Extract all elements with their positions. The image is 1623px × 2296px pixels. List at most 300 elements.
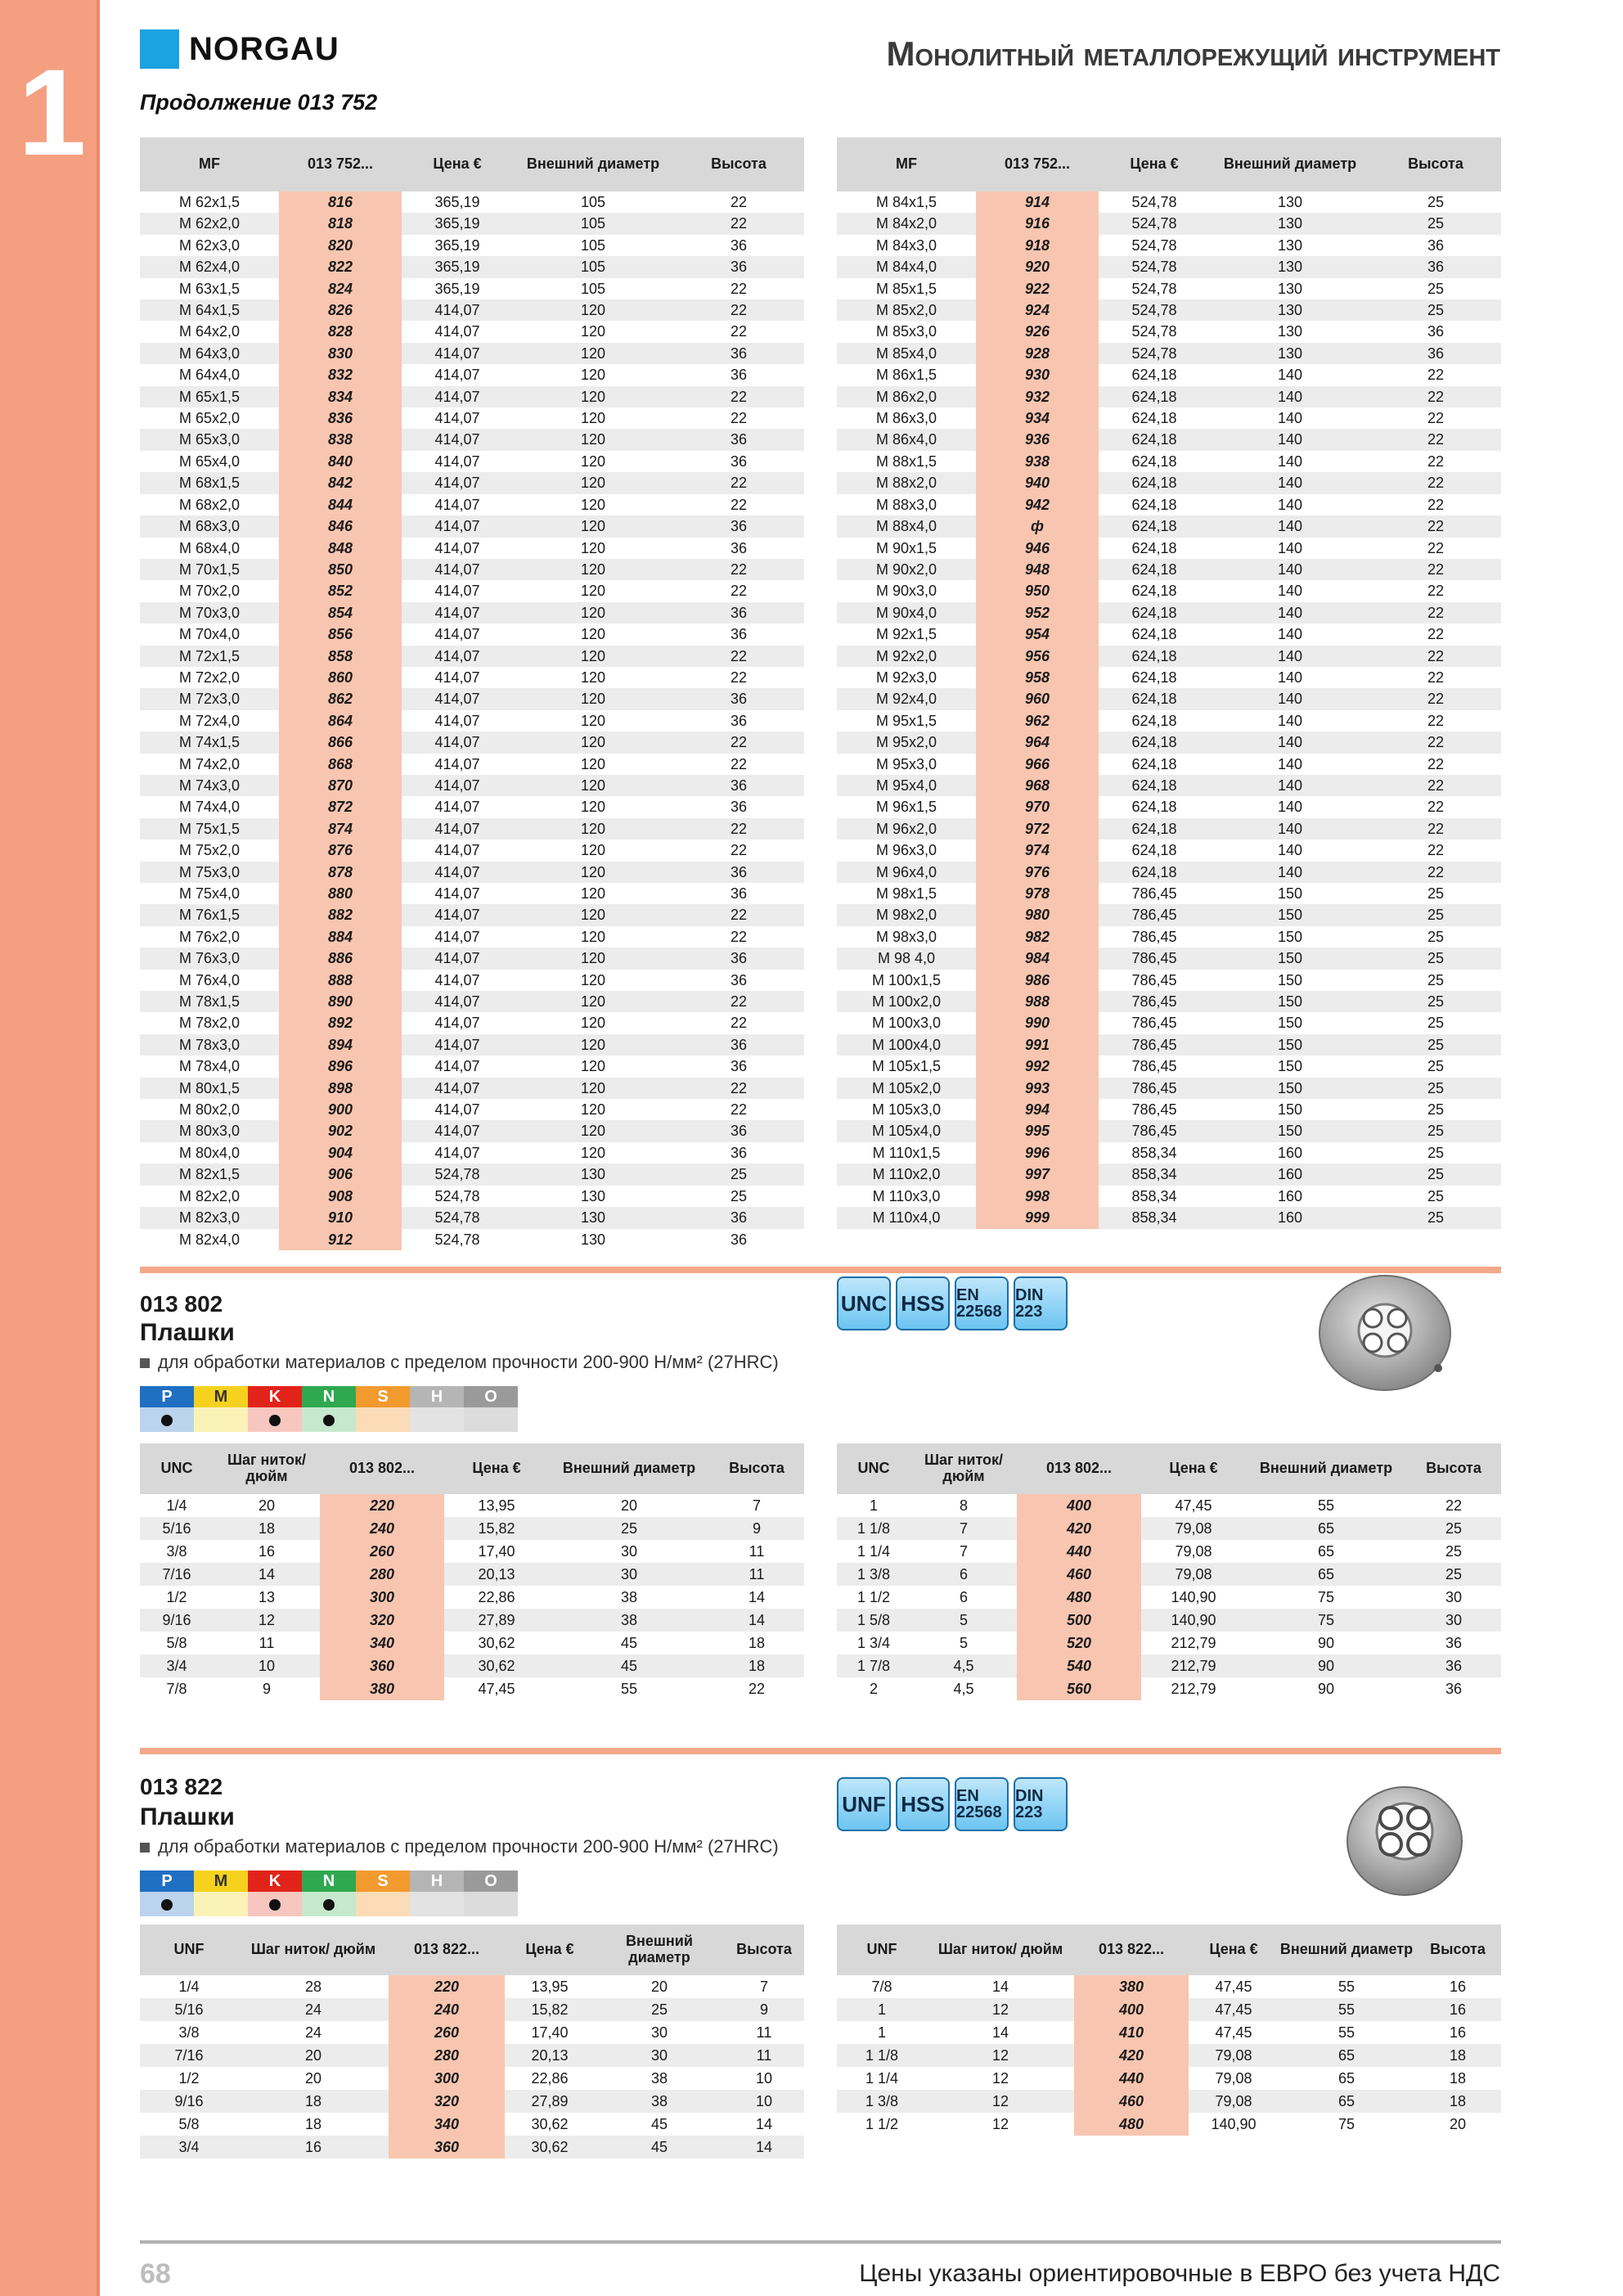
- table-cell: 36: [673, 1034, 804, 1056]
- table-cell: 130: [1210, 256, 1370, 277]
- table-cell: 47,45: [478, 1681, 515, 1697]
- material-p: P: [140, 1386, 194, 1407]
- table-cell: 13,95: [531, 1979, 569, 1995]
- article-code-cell: 858: [279, 646, 402, 667]
- table-cell: 25: [1445, 1543, 1463, 1560]
- table-cell: 140: [1277, 626, 1303, 643]
- material-h: H: [410, 1386, 464, 1407]
- table-cell: 140: [1277, 539, 1303, 556]
- table-cell: 15,82: [505, 1998, 595, 2021]
- article-code-cell: 914: [976, 191, 1099, 213]
- table-cell: 13,95: [478, 1497, 515, 1514]
- article-code-cell: 360: [389, 2136, 505, 2159]
- table-row: [837, 883, 1501, 904]
- table-cell: 414,07: [434, 1144, 480, 1161]
- table-cell: 90: [1317, 1635, 1335, 1651]
- table-cell: M 100x2,0: [837, 991, 976, 1012]
- table-cell: 22: [1370, 646, 1501, 667]
- table-cell: 30: [1445, 1589, 1463, 1605]
- table-cell: 130: [513, 1164, 673, 1185]
- article-code-cell: 918: [976, 235, 1099, 256]
- article-code-cell: ф: [976, 515, 1099, 537]
- table-cell: 1 1/2: [865, 2116, 899, 2132]
- table-cell: 120: [580, 712, 606, 729]
- article-code-cell: 830: [279, 343, 402, 364]
- article-code-cell: 930: [976, 364, 1099, 385]
- table-cell: 25: [1370, 1207, 1501, 1228]
- table-cell: 20: [620, 1497, 638, 1514]
- article-code-cell: 932: [976, 386, 1099, 407]
- table-row: [140, 1186, 804, 1207]
- table-cell: 624,18: [1099, 559, 1210, 580]
- table-cell: 47,45: [1215, 2024, 1252, 2041]
- article-code-cell: 886: [279, 948, 402, 969]
- table-cell: 120: [580, 496, 606, 513]
- article-code-cell: 848: [279, 538, 402, 559]
- table-cell: M 64x4,0: [178, 367, 241, 384]
- table-cell: 140: [1277, 712, 1303, 729]
- table-cell: 22: [1427, 712, 1445, 729]
- table-cell: 120: [580, 367, 606, 384]
- table-cell: M 84x3,0: [875, 236, 937, 254]
- table-cell: 36: [673, 429, 804, 450]
- article-code-cell: 946: [976, 538, 1099, 559]
- table-cell: 150: [1277, 885, 1303, 902]
- table-cell: 90: [1246, 1654, 1406, 1677]
- col-header-outer-diameter: Внешний диаметр: [549, 1443, 709, 1494]
- material-mark-m: [194, 1407, 248, 1432]
- article-code-cell: 906: [279, 1164, 402, 1185]
- table-cell: 212,79: [1171, 1635, 1216, 1651]
- table-cell: 150: [1277, 1015, 1303, 1032]
- table-cell: 12: [927, 2044, 1074, 2067]
- table-cell: 140: [1277, 410, 1303, 427]
- table-cell: 365,19: [434, 194, 480, 210]
- table-cell: 36: [1427, 323, 1445, 340]
- table-cell: 120: [513, 732, 673, 753]
- table-cell: M 68x2,0: [178, 496, 241, 513]
- table-row: [140, 1609, 804, 1632]
- table-cell: 14: [214, 1563, 320, 1586]
- table-cell: 22: [673, 213, 804, 234]
- table-cell: 105: [513, 213, 673, 234]
- table-cell: 7: [752, 1497, 761, 1514]
- article-code-cell: 360: [320, 1654, 444, 1677]
- table-cell: M 74x4,0: [178, 799, 241, 816]
- table-cell: 7: [759, 1979, 768, 1995]
- table-cell: M 90x3,0: [875, 583, 937, 600]
- table-cell: M 88x1,5: [875, 452, 937, 470]
- table-cell: M 75x2,0: [178, 842, 241, 859]
- article-code-cell: 872: [279, 796, 402, 817]
- table-cell: 20: [650, 1979, 668, 1995]
- table-row: [837, 494, 1501, 515]
- table-cell: M 64x1,5: [140, 299, 279, 321]
- table-cell: 3/8: [166, 1543, 187, 1560]
- table-cell: 130: [580, 1231, 606, 1248]
- table-cell: 414,07: [402, 299, 513, 321]
- col-header-price: Цена €: [402, 137, 513, 191]
- table-row: [140, 1586, 804, 1609]
- table-cell: 140: [1210, 515, 1370, 537]
- table-cell: 140: [1210, 818, 1370, 840]
- table-cell: 624,18: [1131, 496, 1177, 513]
- table-cell: 25: [730, 1187, 748, 1204]
- table-cell: M 64x3,0: [140, 343, 279, 364]
- table-cell: 365,19: [434, 236, 480, 254]
- table-row: [837, 1078, 1501, 1099]
- col-header-outer-diameter: Внешний диаметр: [1246, 1443, 1406, 1494]
- table-cell: 524,78: [402, 1207, 513, 1228]
- table-cell: M 105x2,0: [837, 1078, 976, 1099]
- table-cell: M 110x4,0: [837, 1207, 976, 1228]
- table-cell: 414,07: [434, 626, 480, 643]
- article-code-cell: 220: [389, 1975, 505, 1998]
- table-row: [140, 2136, 804, 2159]
- table-cell: M 85x4,0: [837, 343, 976, 364]
- table-cell: 36: [673, 256, 804, 277]
- table-cell: 140: [1210, 386, 1370, 407]
- table-cell: 55: [1338, 1979, 1355, 1995]
- table-cell: M 74x3,0: [140, 775, 279, 796]
- table-cell: 120: [580, 1058, 606, 1075]
- bullet-icon: [140, 1358, 150, 1368]
- table-cell: 25: [1427, 280, 1445, 297]
- table-cell: 25: [1370, 1164, 1501, 1185]
- table-cell: 5/16: [140, 1517, 214, 1540]
- material-mark-h: [410, 1892, 464, 1916]
- table-cell: 9: [262, 1681, 271, 1697]
- table-cell: M 62x4,0: [140, 256, 279, 277]
- article-code-cell: 862: [279, 688, 402, 709]
- table-row: [140, 559, 804, 580]
- table-cell: 25: [595, 1998, 724, 2021]
- applicable-dot-icon: [161, 1899, 173, 1911]
- table-row: [837, 407, 1501, 429]
- article-code-cell: 940: [976, 472, 1099, 493]
- table-cell: 25: [1370, 1078, 1501, 1099]
- article-code-cell: 834: [279, 386, 402, 407]
- table-cell: 36: [730, 971, 748, 988]
- table-row: [140, 1632, 804, 1654]
- table-cell: M 98x1,5: [875, 885, 937, 902]
- table-cell: M 100x1,5: [871, 971, 942, 988]
- article-code-cell: 980: [976, 904, 1099, 925]
- table-cell: M 80x4,0: [178, 1144, 241, 1161]
- table-cell: 2: [869, 1681, 878, 1697]
- table-cell: 47,45: [1175, 1497, 1212, 1514]
- table-cell: 9: [709, 1517, 804, 1540]
- table-cell: 414,07: [402, 818, 513, 840]
- table-cell: 38: [595, 2090, 724, 2113]
- table-cell: 25: [1427, 1187, 1445, 1204]
- article-code-cell: 840: [279, 451, 402, 472]
- table-cell: M 85x3,0: [875, 323, 937, 340]
- table-cell: 22: [673, 1078, 804, 1099]
- table-row: [837, 624, 1501, 645]
- table-row: [837, 1164, 1501, 1185]
- table-cell: 524,78: [1131, 280, 1177, 297]
- table-cell: M 90x1,5: [875, 539, 937, 556]
- table-cell: 786,45: [1131, 1058, 1177, 1075]
- section-desc-802: для обработки материалов с пределом прочности 200-900 Н/мм² (27HRC): [140, 1352, 779, 1373]
- table-cell: 1 1/4: [856, 1543, 891, 1560]
- table-cell: M 72x4,0: [178, 712, 241, 729]
- table-cell: 20: [258, 1497, 276, 1514]
- article-code-cell: 982: [976, 926, 1099, 948]
- table-cell: 140: [1277, 496, 1303, 513]
- table-cell: 12: [927, 2090, 1074, 2113]
- table-cell: 22: [673, 732, 804, 753]
- article-code-cell: 818: [279, 213, 402, 234]
- table-cell: 624,18: [1131, 669, 1177, 686]
- table-cell: 120: [580, 928, 606, 945]
- table-row: [140, 1034, 804, 1056]
- table-cell: 140: [1210, 472, 1370, 493]
- table-cell: 11: [259, 1635, 275, 1651]
- article-code-cell: 970: [976, 796, 1099, 817]
- table-cell: 18: [214, 1517, 320, 1540]
- table-cell: 120: [513, 948, 673, 969]
- material-groups-802: [140, 1386, 518, 1432]
- table-cell: 414,07: [434, 323, 480, 340]
- table-cell: 624,18: [1099, 818, 1210, 840]
- table-row: [140, 1654, 804, 1677]
- table-cell: M 98x3,0: [875, 928, 937, 945]
- table-cell: 14: [991, 1979, 1009, 1995]
- table-cell: M 110x2,0: [837, 1164, 976, 1185]
- article-code-cell: 942: [976, 494, 1099, 515]
- table-cell: M 74x1,5: [140, 732, 279, 753]
- table-row: [837, 1056, 1501, 1077]
- article-code-cell: 320: [389, 2090, 505, 2113]
- table-cell: M 82x1,5: [140, 1164, 279, 1185]
- table-cell: 22: [730, 669, 748, 686]
- material-mark-m: [194, 1892, 248, 1916]
- table-752-left: [140, 137, 804, 1250]
- table-cell: 414,07: [434, 452, 480, 470]
- table-cell: 624,18: [1131, 583, 1177, 600]
- table-cell: 22: [1427, 626, 1445, 643]
- table-cell: 4,5: [910, 1654, 1017, 1677]
- table-cell: 16: [1449, 1979, 1467, 1995]
- table-cell: 25: [673, 1164, 804, 1185]
- en-22568-badge-icon: EN 22568: [955, 1777, 1009, 1831]
- table-cell: 120: [513, 775, 673, 796]
- table-cell: 36: [1370, 343, 1501, 364]
- table-row: [837, 775, 1501, 796]
- table-cell: M 105x4,0: [837, 1120, 976, 1141]
- table-cell: 5/8: [178, 2116, 200, 2132]
- table-cell: 130: [1210, 299, 1370, 321]
- table-cell: M 63x1,5: [178, 280, 241, 297]
- table-cell: M 65x4,0: [178, 452, 241, 470]
- table-cell: M 74x2,0: [178, 755, 241, 772]
- table-row: [837, 1517, 1501, 1540]
- table-cell: 18: [238, 2090, 389, 2113]
- article-code-cell: 978: [976, 883, 1099, 904]
- table-cell: 25: [1406, 1563, 1501, 1586]
- table-cell: 17,40: [531, 2024, 569, 2041]
- round-die-image: [1315, 1272, 1454, 1394]
- chapter-number: 1: [18, 43, 87, 181]
- table-cell: M 70x4,0: [178, 626, 241, 643]
- table-cell: 150: [1210, 1034, 1370, 1056]
- col-header-tpi: Шаг ниток/ дюйм: [927, 1925, 1074, 1975]
- article-code-cell: 902: [279, 1120, 402, 1141]
- material-mark-s: [356, 1892, 410, 1916]
- article-code-cell: 890: [279, 991, 402, 1012]
- table-cell: 22: [1427, 539, 1445, 556]
- table-cell: 414,07: [434, 669, 480, 686]
- article-code-cell: 996: [976, 1142, 1099, 1164]
- table-cell: 75: [1338, 2116, 1355, 2132]
- table-row: [837, 580, 1501, 601]
- table-cell: 624,18: [1131, 410, 1177, 427]
- table-row: [837, 1120, 1501, 1141]
- table-cell: 24: [304, 2024, 322, 2041]
- table-cell: 414,07: [434, 928, 480, 945]
- section-code-802: 013 802: [140, 1291, 223, 1317]
- article-code-cell: 300: [389, 2067, 505, 2090]
- badges-822: [837, 1777, 1068, 1831]
- col-header-tpi: Шаг ниток/ дюйм: [214, 1443, 320, 1494]
- table-row: [140, 2090, 804, 2113]
- table-cell: M 80x2,0: [178, 1101, 241, 1119]
- col-header-unc: UNC: [837, 1443, 910, 1494]
- table-cell: 3/4: [140, 2136, 238, 2159]
- table-cell: 140: [1210, 775, 1370, 796]
- table-cell: 414,07: [402, 646, 513, 667]
- table-cell: 150: [1277, 1058, 1303, 1075]
- table-cell: 1 1/4: [865, 2070, 899, 2087]
- article-code-cell: 846: [279, 515, 402, 537]
- table-cell: 150: [1277, 971, 1303, 988]
- table-row: [837, 948, 1501, 969]
- col-header-outer-diameter: Внешний диаметр: [513, 137, 673, 191]
- article-code-cell: 420: [1017, 1517, 1141, 1540]
- table-cell: 27,89: [505, 2090, 595, 2113]
- article-code-cell: 912: [279, 1229, 402, 1250]
- table-cell: 22,86: [478, 1589, 515, 1605]
- table-cell: 36: [673, 1120, 804, 1141]
- article-code-cell: 898: [279, 1078, 402, 1099]
- table-row: [837, 1186, 1501, 1207]
- article-code-cell: 876: [279, 840, 402, 861]
- table-cell: 786,45: [1131, 928, 1177, 945]
- article-code-cell: 956: [976, 646, 1099, 667]
- table-cell: 38: [620, 1589, 638, 1605]
- table-cell: 120: [513, 343, 673, 364]
- col-header-height: Высота: [1414, 1925, 1501, 1975]
- table-cell: 414,07: [434, 539, 480, 556]
- table-cell: 17,40: [478, 1543, 515, 1560]
- applicable-dot-icon: [323, 1899, 335, 1911]
- table-cell: 20: [238, 2044, 389, 2067]
- table-cell: M 100x3,0: [871, 1015, 942, 1032]
- article-code-cell: 480: [1017, 1586, 1141, 1609]
- article-code-cell: 908: [279, 1186, 402, 1207]
- table-cell: 140: [1277, 452, 1303, 470]
- material-m: M: [194, 1386, 248, 1407]
- table-cell: 22: [1370, 818, 1501, 840]
- table-cell: 25: [1370, 1120, 1501, 1141]
- table-cell: 624,18: [1131, 842, 1177, 859]
- material-groups-822: [140, 1871, 518, 1916]
- table-cell: 140: [1277, 799, 1303, 816]
- table-cell: 786,45: [1131, 885, 1177, 902]
- article-code-cell: 844: [279, 494, 402, 515]
- table-row: [140, 429, 804, 450]
- table-row: [837, 991, 1501, 1012]
- table-cell: 786,45: [1099, 904, 1210, 925]
- table-row: [837, 1654, 1501, 1677]
- table-row: [140, 2113, 804, 2136]
- table-row: [837, 1099, 1501, 1120]
- table-cell: 18: [1449, 2070, 1467, 2087]
- table-cell: 624,18: [1131, 452, 1177, 470]
- table-cell: 36: [730, 236, 748, 254]
- table-cell: 624,18: [1131, 755, 1177, 772]
- article-code-cell: 904: [279, 1142, 402, 1164]
- table-cell: 140: [1210, 862, 1370, 883]
- table-cell: 120: [513, 862, 673, 883]
- table-row: [140, 2067, 804, 2090]
- article-code-cell: 926: [976, 321, 1099, 342]
- table-cell: 11: [756, 2024, 772, 2041]
- applicable-dot-icon: [323, 1415, 335, 1426]
- table-cell: 90: [1317, 1681, 1335, 1697]
- table-row: [837, 2067, 1501, 2090]
- article-code-cell: 280: [320, 1563, 444, 1586]
- article-code-cell: 856: [279, 624, 402, 645]
- table-cell: 20,13: [444, 1563, 549, 1586]
- table-cell: 36: [730, 539, 748, 556]
- article-code-cell: 958: [976, 667, 1099, 688]
- table-row: [140, 732, 804, 753]
- col-header-article: 013 802...: [1017, 1443, 1141, 1494]
- table-cell: 140,90: [1141, 1609, 1246, 1632]
- table-cell: 22: [1370, 429, 1501, 450]
- table-cell: 30,62: [505, 2136, 595, 2159]
- table-cell: 120: [580, 842, 606, 859]
- table-row: [140, 580, 804, 601]
- article-code-cell: 938: [976, 451, 1099, 472]
- table-cell: 120: [580, 539, 606, 556]
- article-code-cell: 380: [320, 1677, 444, 1700]
- col-header-article: 013 752...: [279, 137, 402, 191]
- article-code-cell: 866: [279, 732, 402, 753]
- table-cell: 36: [673, 602, 804, 624]
- article-code-cell: 440: [1074, 2067, 1189, 2090]
- article-code-cell: 910: [279, 1207, 402, 1228]
- table-cell: 524,78: [1131, 194, 1177, 210]
- table-cell: 130: [1277, 194, 1303, 210]
- table-cell: 55: [1317, 1497, 1335, 1514]
- table-row: [837, 926, 1501, 948]
- table-cell: 140: [1210, 732, 1370, 753]
- table-cell: 36: [673, 515, 804, 537]
- section-divider: [140, 1267, 1501, 1273]
- table-row: [837, 515, 1501, 537]
- table-row: [837, 343, 1501, 364]
- brand-name: NORGAU: [189, 30, 339, 67]
- table-cell: 22: [1370, 386, 1501, 407]
- table-cell: 120: [580, 452, 606, 470]
- table-row: [140, 602, 804, 624]
- table-cell: M 92x3,0: [875, 669, 937, 686]
- table-row: [140, 364, 804, 385]
